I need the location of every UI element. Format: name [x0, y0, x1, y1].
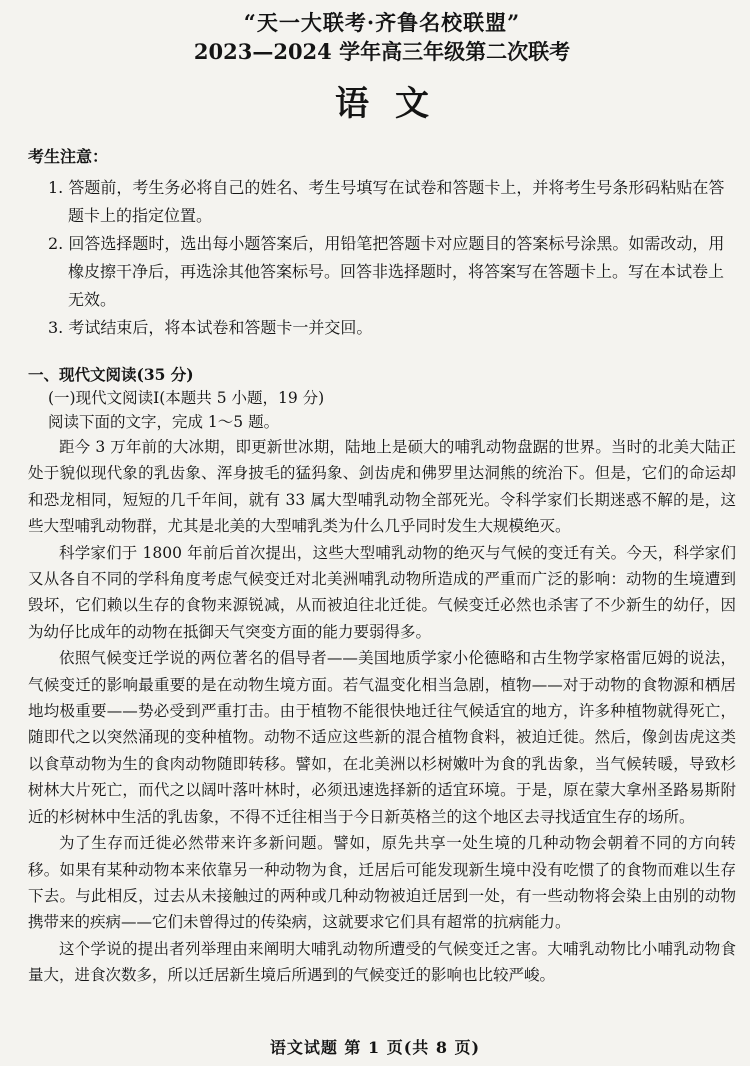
- notice-list: [28, 174, 736, 342]
- section-title: 一、现代文阅读(35 分): [28, 365, 194, 384]
- page-footer: 语文试题 第 1 页(共 8 页): [269, 1038, 481, 1057]
- subject-title: 语文: [335, 84, 455, 124]
- notice-block: [28, 146, 736, 342]
- passage-paragraph: 为了生存而迁徙必然带来许多新问题。譬如，原先共享一处生境的几种动物会朝着不同的方向转移。如果有某种动物本来依靠另一种动物为食，迁居后可能发现新生境中没有吃惯了的食物而难以生存下去。与此相反，过去从未接触过的两种或几种动物被迫迁居到一处，有一些动物将会染上由别的动物携带来的疾病——它们未曾得过的传染病，这就要求它们具有超常的抗病能力。: [28, 834, 736, 932]
- passage-paragraph: 距今 3 万年前的大冰期，即更新世冰期，陆地上是硕大的哺乳动物盘踞的世界。当时的北美大陆正处于貌似现代象的乳齿象、浑身披毛的猛犸象、剑齿虎和佛罗里达洞熊的统治下。但是，它们的命运却和恐龙相同，短短的几千年间，就有 33 属大型哺乳动物全部死光。令科学家们长期迷惑不解的是，这些大型哺乳动物群，尤其是北美的大型哺乳类为什么几乎同时发生大规模绝灭。: [28, 438, 736, 536]
- passage-paragraph: 依照气候变迁学说的两位著名的倡导者——美国地质学家小伦德略和古生物学家格雷厄姆的说法，气候变迁的影响最重要的是在动物生境方面。若气温变化相当急剧，植物——对于动物的食物源和栖居地均极重要——势必受到严重打击。由于植物不能很快地迁往气候适宜的地方，许多种植物就得死亡，随即代之以突然涌现的变种植物。动物不适应这些新的混合植物食料，被迫迁徙。然后，像剑齿虎这类以食草动物为生的食肉动物随即转移。譬如，在北美洲以杉树嫩叶为食的乳齿象，当气候转暖，导致杉树林大片死亡，而代之以阔叶落叶林时，必须迅速选择新的适宜环境。于是，原在蒙大拿州圣路易斯附近的杉树林中生活的乳齿象，不得不迁往相当于今日新英格兰的这个地区去寻找适宜生存的场所。: [28, 649, 736, 826]
- reading-section: [28, 364, 736, 989]
- section-subtitle: (一)现代文阅读Ⅰ(本题共 5 小题，19 分): [48, 389, 325, 407]
- exam-union-title: “天一大联考·齐鲁名校联盟”: [243, 10, 521, 35]
- notice-item: 1. 答题前，考生务必将自己的姓名、考生号填写在试卷和答题卡上，并将考生号条形码粘贴在答题卡上的指定位置。: [48, 178, 725, 225]
- exam-session-title: 2023—2024 学年高三年级第二次联考: [193, 39, 571, 64]
- notice-item: 3. 考试结束后，将本试卷和答题卡一并交回。: [48, 318, 373, 337]
- notice-item: 2. 回答选择题时，选出每小题答案后，用铅笔把答题卡对应题目的答案标号涂黑。如需改动，用橡皮擦干净后，再选涂其他答案标号。回答非选择题时，将答案写在答题卡上。写在本试卷上无效。: [48, 234, 725, 309]
- exam-header: [28, 8, 736, 124]
- notice-title: 考生注意：: [28, 147, 109, 166]
- passage-paragraph: 这个学说的提出者列举理由来阐明大哺乳动物所遭受的气候变迁之害。大哺乳动物比小哺乳动物食量大，进食次数多，所以迁居新生境后所遇到的气候变迁的影响也比较严峻。: [28, 939, 736, 985]
- section-instruction: 阅读下面的文字，完成 1～5 题。: [48, 413, 280, 431]
- passage-paragraph: 科学家们于 1800 年前后首次提出，这些大型哺乳动物的绝灭与气候的变迁有关。今天，科学家们又从各自不同的学科角度考虑气候变迁对北美洲哺乳动物所造成的严重而广泛的影响：动物的生境遭到毁坏，它们赖以生存的食物来源锐减，从而被迫往北迁徙。气候变迁必然也杀害了不少新生的幼仔，因为幼仔比成年的动物在抵御天气突变方面的能力要弱得多。: [28, 543, 736, 641]
